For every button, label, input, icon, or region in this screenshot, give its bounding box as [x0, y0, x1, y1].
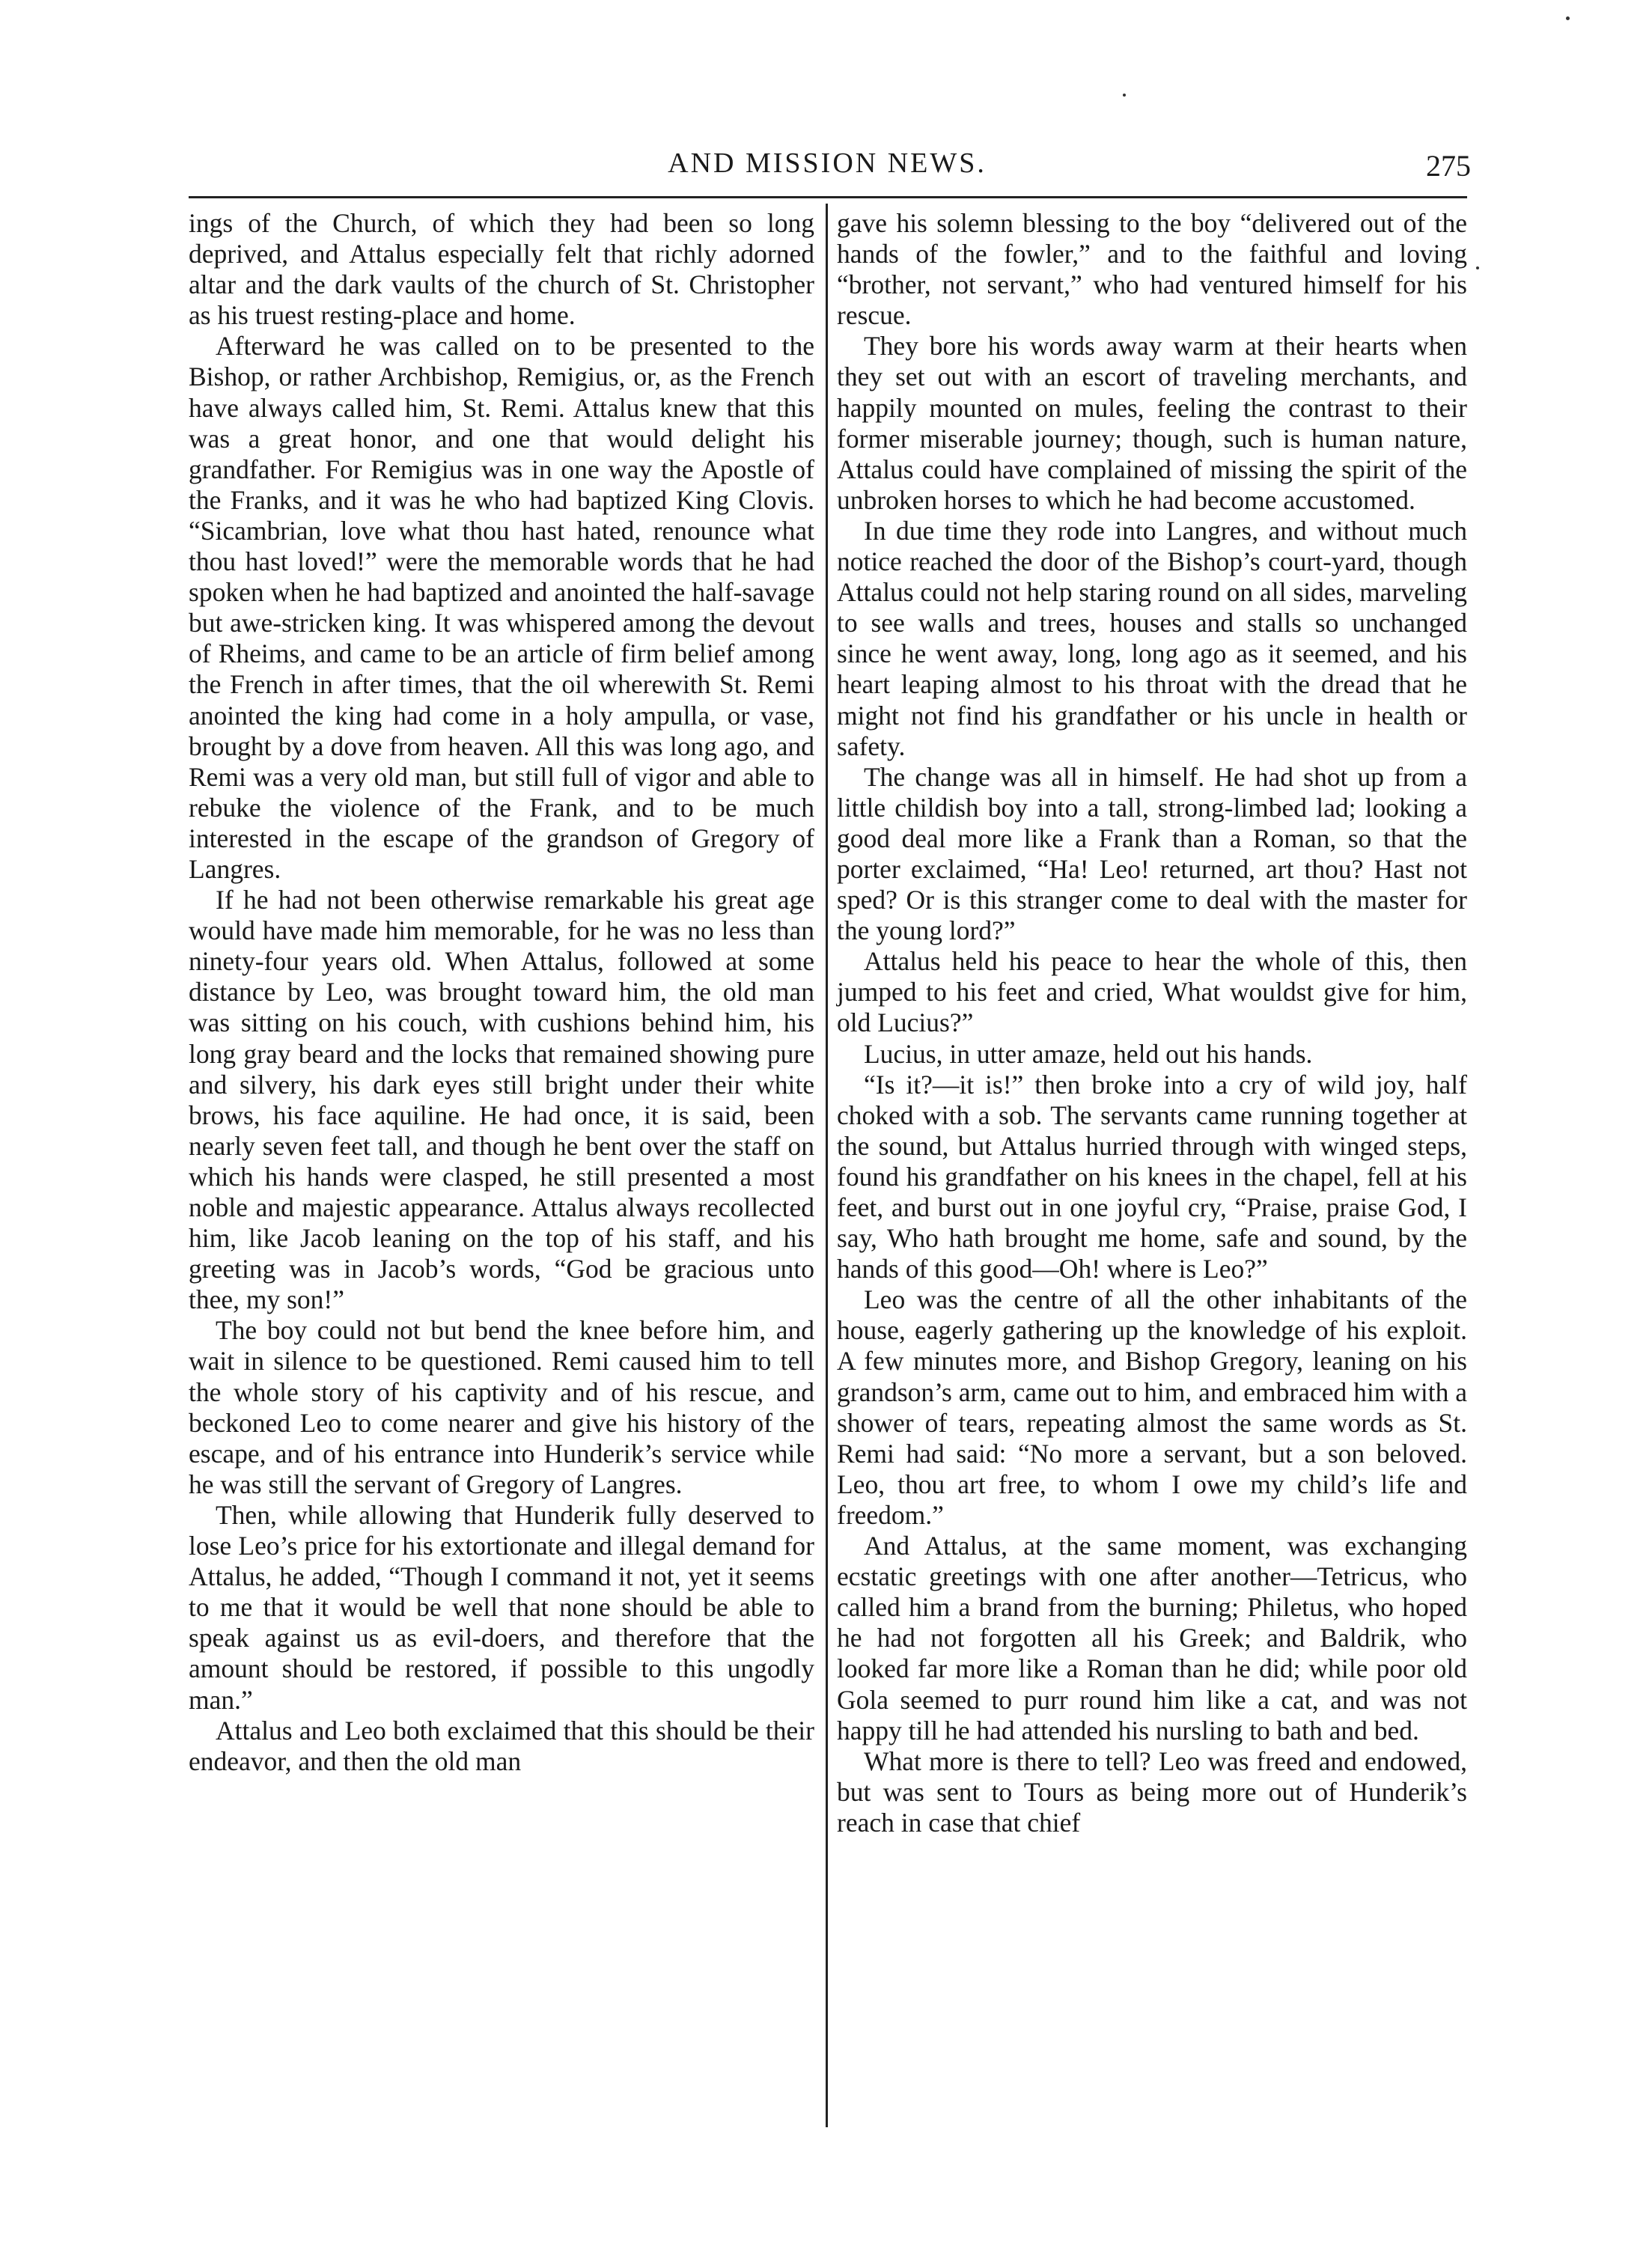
speck-mark	[1123, 94, 1126, 97]
paragraph: They bore his words away warm at their hearts when they set out with an escort of traveling merchants, and happily mounted on mules, feeling the contrast to their former miserable journey; though, such is human nature, Attalus could have complained of missing the spirit of the unbroken horses to which he had become accustomed.	[837, 331, 1467, 515]
paragraph: ings of the Church, of which they had been so long deprived, and Attalus especially felt that richly adorned altar and the dark vaults of the church of St. Christopher as his truest resting-place and home.	[189, 208, 814, 331]
paragraph: Lucius, in utter amaze, held out his hands.	[864, 1038, 1313, 1069]
column-divider	[826, 204, 828, 2127]
page-number: 275	[1426, 149, 1471, 183]
page-header	[183, 147, 1471, 192]
header-rule	[189, 196, 1467, 198]
paragraph: What more is there to tell? Leo was freed and endowed, but was sent to Tours as being more out of Hunderik’s reach in case that chief	[837, 1746, 1467, 1838]
paragraph: In due time they rode into Langres, and without much notice reached the door of the Bishop’s court-yard, though Attalus could not help staring round on all sides, marveling to see walls and trees, houses and stalls so unchanged since he went away, long, long ago as it seemed, and his heart leaping almost to his throat with the dread that he might not find his grandfather or his uncle in health or safety.	[837, 515, 1467, 761]
paragraph: Then, while allowing that Hunderik fully deserved to lose Leo’s price for his extortionate and illegal demand for Attalus, he added, “Though I command it not, yet it seems to me that it would be well that none should be able to speak against us as evil-doers, and therefore that the amount should be restored, if possible to this ungodly man.”	[189, 1499, 814, 1715]
paragraph: “Is it?—it is!” then broke into a cry of wild joy, half choked with a sob. The servants came running together at the sound, but Attalus hurried through with winged steps, found his grandfather on his knees in the chapel, fell at his feet, and burst out in one joyful cry, “Praise, praise God, I say, Who hath brought me home, safe and sound, by the hands of this good—Oh! where is Leo?”	[837, 1069, 1467, 1284]
speck-mark	[1476, 266, 1479, 269]
paragraph: Attalus held his peace to hear the whole of this, then jumped to his feet and cried, What wouldst give for him, old Lucius?”	[837, 946, 1467, 1038]
paragraph: Leo was the centre of all the other inhabitants of the house, eagerly gathering up the knowledge of his exploit. A few minutes more, and Bishop Gregory, leaning on his grandson’s arm, came out to him, and embraced him with a shower of tears, repeating almost the same words as St. Remi had said: “No more a servant, but a son beloved. Leo, thou art free, to whom I owe my child’s life and freedom.”	[837, 1284, 1467, 1530]
speck-mark	[1566, 16, 1570, 20]
paragraph: Attalus and Leo both exclaimed that this should be their endeavor, and then the old man	[189, 1715, 814, 1776]
paragraph: gave his solemn blessing to the boy “delivered out of the hands of the fowler,” and to the faithful and loving “brother, not servant,” who had ventured himself for his rescue.	[837, 208, 1467, 331]
right-column	[837, 208, 1467, 1838]
running-title: AND MISSION NEWS.	[668, 147, 987, 179]
left-column	[189, 208, 814, 1777]
paragraph: The change was all in himself. He had shot up from a little childish boy into a tall, strong-limbed lad; looking a good deal more like a Frank than a Roman, so that the porter exclaimed, “Ha! Leo! returned, art thou? Hast not sped? Or is this stranger come to deal with the master for the young lord?”	[837, 761, 1467, 946]
paragraph: Afterward he was called on to be presented to the Bishop, or rather Archbishop, Remigius, or, as the French have always called him, St. Remi. Attalus knew that this was a great honor, and one that would delight his grandfather. For Remigius was in one way the Apostle of the Franks, and it was he who had baptized King Clovis. “Sicambrian, love what thou hast hated, renounce what thou hast loved!” were the memorable words that he had spoken when he had baptized and anointed the half-savage but awe-stricken king. It was whispered among the devout of Rheims, and came to be an article of firm belief among the French in after times, that the oil wherewith St. Remi anointed the king had come in a holy ampulla, or vase, brought by a dove from heaven. All this was long ago, and Remi was a very old man, but still full of vigor and able to rebuke the violence of the Frank, and to be much interested in the escape of the grandson of Gregory of Langres.	[189, 331, 814, 884]
paragraph: And Attalus, at the same moment, was exchanging ecstatic greetings with one after another—Tetricus, who called him a brand from the burning; Philetus, who hoped he had not forgotten all his Greek; and Baldrik, who looked far more like a Roman than he did; while poor old Gola seemed to purr round him like a cat, and was not happy till he had attended his nursling to bath and bed.	[837, 1531, 1467, 1746]
paragraph: The boy could not but bend the knee before him, and wait in silence to be questioned. Remi caused him to tell the whole story of his captivity and of his rescue, and beckoned Leo to come nearer and give his history of the escape, and of his entrance into Hunderik’s service while he was still the servant of Gregory of Langres.	[189, 1315, 814, 1499]
paragraph: If he had not been otherwise remarkable his great age would have made him memorable, for he was no less than ninety-four years old. When Attalus, followed at some distance by Leo, was brought toward him, the old man was sitting on his couch, with cushions behind him, his long gray beard and the locks that remained showing pure and silvery, his dark eyes still bright under their white brows, his face aquiline. He had once, it is said, been nearly seven feet tall, and though he bent over the staff on which his hands were clasped, he still presented a most noble and majestic appearance. Attalus always recollected him, like Jacob leaning on the top of his staff, and his greeting was in Jacob’s words, “God be gracious unto thee, my son!”	[189, 885, 814, 1315]
